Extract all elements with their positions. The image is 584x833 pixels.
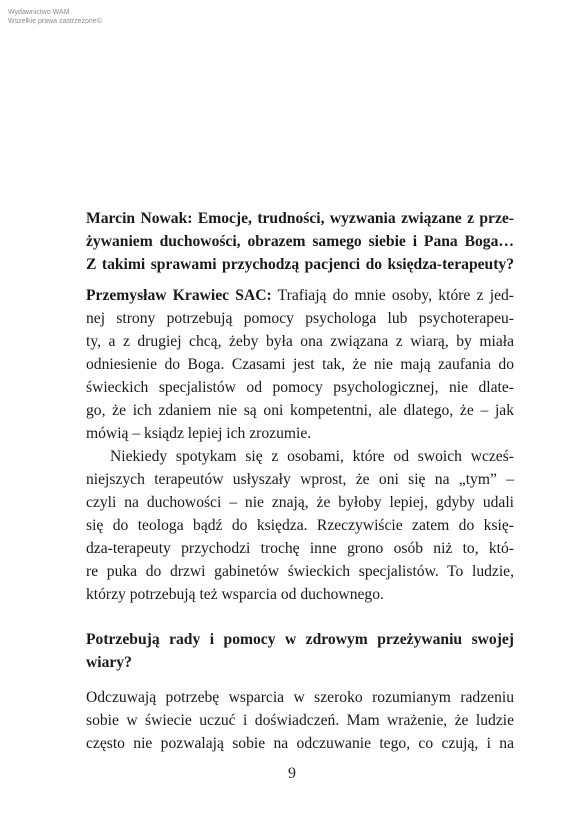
interview-question-1 <box>86 207 514 276</box>
page-number: 9 <box>288 765 296 782</box>
answer-line: sobie w świecie uczuć i doświadczeń. Mam wrażenie, że ludzie <box>86 712 514 729</box>
answer-first-line <box>86 284 514 307</box>
answer-line: odniesienie do Boga. Czasami jest tak, że nie mają zaufania do <box>86 356 514 373</box>
answer-line: niejszych terapeutów usłyszały wprost, że oni się na „tym” – <box>86 471 514 488</box>
answer-line: ty, a z drugiej chcą, żeby była ona związana z wiarą, by miała <box>86 333 514 350</box>
answer-line: nej strony potrzebują pomocy psychologa lub psychoterapeu- <box>86 310 514 327</box>
interview-answer-1-paragraph-2 <box>86 445 514 606</box>
answer-line: którzy potrzebują też wsparcia od duchownego. <box>86 586 384 603</box>
interview-answer-1 <box>86 284 514 445</box>
question-line: Z takimi sprawami przychodzą pacjenci do księdza-terapeuty? <box>86 256 514 273</box>
answer-text: Trafiają do mnie osoby, które z jed- <box>277 287 514 304</box>
answer-line: czyli na duchowości – nie znają, że byłoby lepiej, gdyby udali <box>86 494 514 511</box>
question-line: żywaniem duchowości, obrazem samego siebie i Pana Boga… <box>86 233 514 250</box>
interview-answer-2 <box>86 686 514 755</box>
answer-line: się do teologa bądź do księdza. Rzeczywiście zatem do księ- <box>86 517 514 534</box>
question-line: Marcin Nowak: Emocje, trudności, wyzwania związane z prze- <box>86 210 514 227</box>
watermark-rights: Wszelkie prawa zastrzeżone© <box>8 18 102 25</box>
answer-line: go, że ich zdaniem nie są oni kompetentni, ale dlatego, że – jak <box>86 402 514 419</box>
interview-question-2 <box>86 628 514 674</box>
question-line: wiary? <box>86 654 132 671</box>
answer-line: re puka do drzwi gabinetów świeckich specjalistów. To ludzie, <box>86 563 514 580</box>
answer-line: mówią – ksiądz lepiej ich zrozumie. <box>86 425 312 442</box>
speaker-name: Przemysław Krawiec SAC: <box>86 287 272 304</box>
answer-line: Niekiedy spotykam się z osobami, które od swoich wcześ- <box>110 448 514 465</box>
watermark <box>8 8 102 26</box>
answer-line: często nie pozwalają sobie na odczuwanie tego, co czują, i na <box>86 735 514 752</box>
watermark-publisher: Wydawnictwo WAM <box>8 9 70 16</box>
answer-line: dza-terapeuty przychodzi trochę inne grono osób niż to, któ- <box>86 540 514 557</box>
question-line: Potrzebują rady i pomocy w zdrowym przeżywaniu swojej <box>86 631 514 648</box>
page-body <box>86 207 514 755</box>
answer-line: Odczuwają potrzebę wsparcia w szeroko rozumianym radzeniu <box>86 689 514 706</box>
answer-line: świeckich specjalistów od pomocy psychologicznej, nie dlate- <box>86 379 514 396</box>
